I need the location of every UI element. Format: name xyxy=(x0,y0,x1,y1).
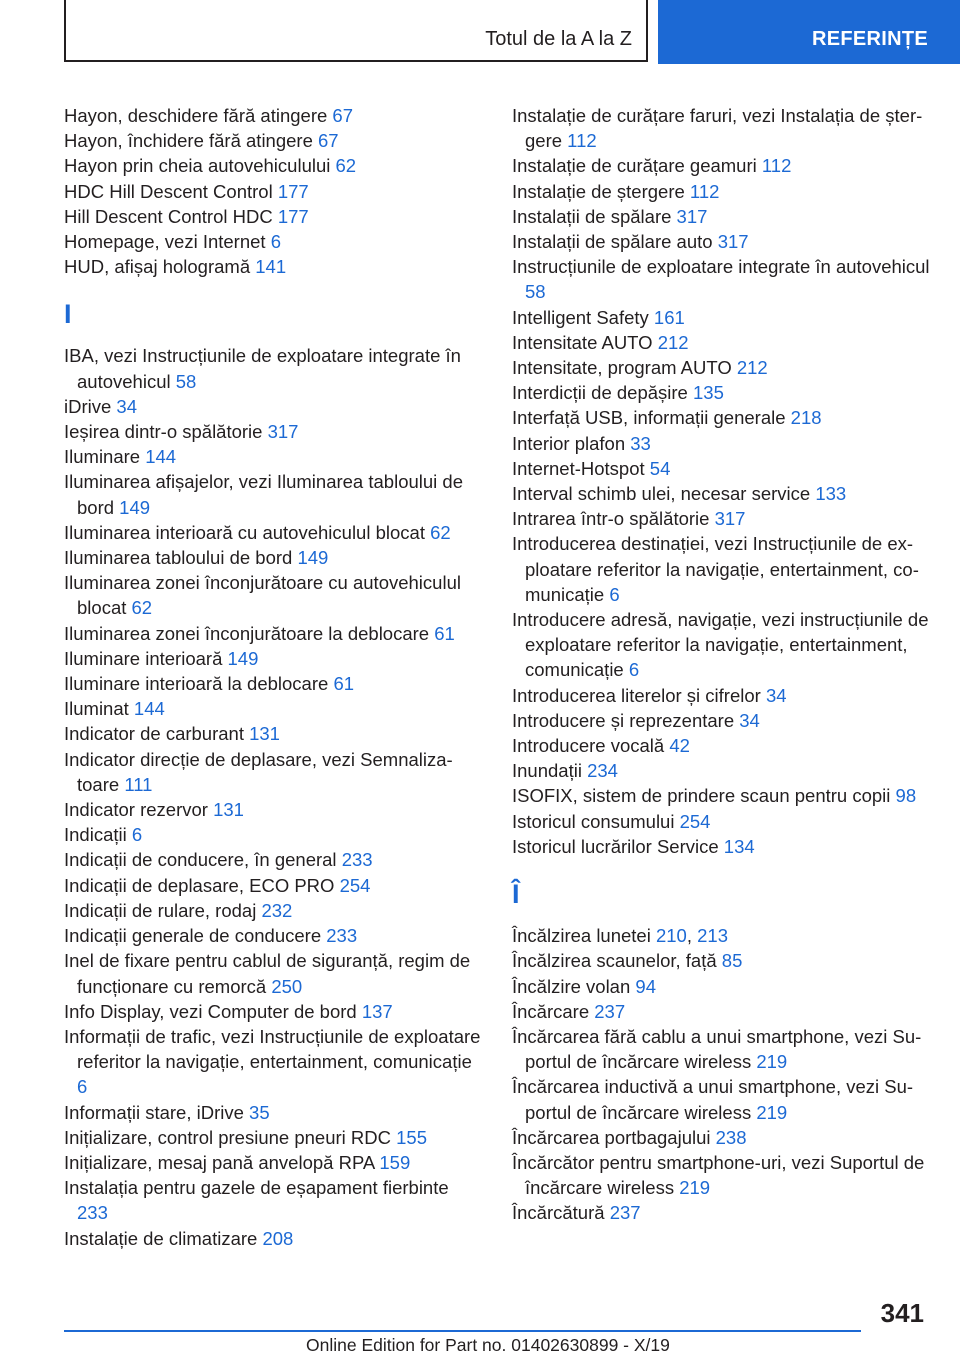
page-ref-link[interactable]: 177 xyxy=(277,205,309,227)
index-entry-text: Indicații generale de conducere xyxy=(64,925,322,947)
index-column-left xyxy=(64,103,484,1251)
page-ref-link[interactable]: 131 xyxy=(213,799,244,821)
index-entry xyxy=(64,570,484,620)
section-title: Totul de la A la Z xyxy=(485,28,632,50)
index-entry xyxy=(64,343,484,393)
index-entry xyxy=(64,646,484,671)
page-ref-link[interactable]: 213 xyxy=(697,925,729,947)
index-entry xyxy=(512,607,932,683)
page-ref-link[interactable]: 141 xyxy=(255,256,287,278)
index-entry xyxy=(64,822,484,847)
index-entry-text: Introducerea literelor și cifrelor xyxy=(512,684,761,706)
index-entry xyxy=(64,254,484,279)
index-entry-text: Hayon prin cheia autovehiculului xyxy=(64,155,331,177)
page-ref-link[interactable]: 317 xyxy=(676,205,708,227)
page-ref-link[interactable]: 6 xyxy=(270,231,281,253)
index-entry xyxy=(512,948,932,973)
index-entry-text: Introducerea destinației, vezi Instrucțiunile de exploatare referitor la navigație, entertainment, comunicație xyxy=(512,533,919,605)
index-entry xyxy=(512,481,932,506)
page-ref-link[interactable]: 62 xyxy=(131,597,153,619)
index-letter-heading: I xyxy=(64,299,72,330)
index-entry xyxy=(512,708,932,733)
page-ref-link[interactable]: 254 xyxy=(679,810,711,832)
index-entry-text: Introducere vocală xyxy=(512,735,665,757)
index-entry-text: Intensitate AUTO xyxy=(512,331,653,353)
index-entry-text: Homepage, vezi Internet xyxy=(64,231,266,253)
page-ref-link[interactable]: 33 xyxy=(630,432,651,454)
index-entry-text: Indicații de conducere, în general xyxy=(64,849,337,871)
index-entry-text: Intelligent Safety xyxy=(512,306,649,328)
page-ref-link[interactable]: 135 xyxy=(693,382,724,404)
page-ref-link[interactable]: 62 xyxy=(430,521,451,543)
page-ref-link[interactable]: 133 xyxy=(815,483,847,505)
page-ref-link[interactable]: 34 xyxy=(116,395,137,417)
index-entry-text: Indicator direcție de deplasare, vezi Semnalizatoare xyxy=(64,748,453,795)
index-entry xyxy=(512,305,932,330)
index-entry-text: Încărcătură xyxy=(512,1202,605,1224)
page-ref-link[interactable]: 98 xyxy=(895,785,917,807)
index-entry xyxy=(64,444,484,469)
index-entry xyxy=(512,456,932,481)
index-entry xyxy=(512,229,932,254)
page-ref-link[interactable]: 161 xyxy=(653,306,685,328)
page-ref-link[interactable]: 237 xyxy=(609,1202,641,1224)
index-entry-text: Interdicții de depășire xyxy=(512,382,688,404)
page-ref-link[interactable]: 237 xyxy=(594,1000,626,1022)
page-ref-link[interactable]: 6 xyxy=(131,824,143,846)
index-entry-text: Iluminat xyxy=(64,698,129,720)
index-entry-text: Instalație de climatizare xyxy=(64,1227,258,1249)
index-entry xyxy=(64,923,484,948)
page-ref-link[interactable]: 234 xyxy=(587,760,618,782)
index-entry xyxy=(512,153,932,178)
index-entry-text: Încălzirea scaunelor, față xyxy=(512,950,717,972)
index-column-right xyxy=(512,103,932,1226)
page-ref-link[interactable]: 94 xyxy=(635,975,656,997)
page-ref-link[interactable]: 67 xyxy=(318,130,339,152)
index-entry xyxy=(64,696,484,721)
page-ref-link[interactable]: 134 xyxy=(723,835,755,857)
index-entry xyxy=(64,394,484,419)
index-entry-text: Ieșirea dintr-o spălătorie xyxy=(64,421,263,443)
index-entry xyxy=(64,128,484,153)
footer-edition: Online Edition for Part no. 01402630899 - X/19 xyxy=(306,1335,670,1355)
page-ref-link[interactable]: 61 xyxy=(434,622,455,644)
index-entry-text: Iluminarea tabloului de bord xyxy=(64,547,293,569)
index-entry xyxy=(64,153,484,178)
page-ref-link[interactable]: 219 xyxy=(756,1051,788,1073)
page-ref-link[interactable]: 67 xyxy=(332,105,353,126)
page-ref-link[interactable]: 149 xyxy=(297,547,329,569)
page-ref-link[interactable]: 149 xyxy=(119,496,151,518)
page-ref-link[interactable]: 317 xyxy=(717,231,749,253)
index-entry xyxy=(64,204,484,229)
index-entry-text: Interfață USB, informații generale xyxy=(512,407,786,429)
index-entry-text: Hayon, deschidere fără atingere xyxy=(64,105,328,126)
index-entry xyxy=(512,380,932,405)
index-entry xyxy=(512,834,932,859)
index-entry-text: Inundații xyxy=(512,760,582,782)
index-entry-text: Încălzire volan xyxy=(512,975,631,997)
page-ref-link[interactable]: 144 xyxy=(145,446,177,468)
index-entry-text: Istoricul lucrărilor Service xyxy=(512,835,719,857)
index-entry xyxy=(64,671,484,696)
page-ref-link[interactable]: 254 xyxy=(339,874,371,896)
index-entry-text: Încărcarea portbagajului xyxy=(512,1126,711,1148)
index-entry-text: Indicații de rulare, rodaj xyxy=(64,899,257,921)
index-entry-text: Hill Descent Control HDC xyxy=(64,205,273,227)
index-entry xyxy=(64,179,484,204)
index-entry-text: Inel de fixare pentru cablul de siguranță, regim de funcționare cu remorcă xyxy=(64,950,471,997)
page-ref-link[interactable]: 238 xyxy=(715,1126,747,1148)
index-entry xyxy=(64,1100,484,1125)
index-entry xyxy=(512,1125,932,1150)
index-entry xyxy=(64,1226,484,1251)
index-entry xyxy=(512,758,932,783)
index-entry xyxy=(512,355,932,380)
page-ref-link[interactable]: 34 xyxy=(739,709,760,731)
index-entry xyxy=(512,683,932,708)
page-ref-link[interactable]: 208 xyxy=(262,1227,294,1249)
index-entry xyxy=(64,797,484,822)
index-entry xyxy=(64,999,484,1024)
index-entry xyxy=(64,621,484,646)
index-entry xyxy=(64,419,484,444)
index-entry xyxy=(64,1125,484,1150)
index-entry-text: Inițializare, control presiune pneuri RDC xyxy=(64,1126,391,1148)
page-ref-link[interactable]: 61 xyxy=(333,673,355,695)
index-entry-text: ISOFIX, sistem de prindere scaun pentru copii xyxy=(512,785,891,807)
page-ref-link[interactable]: 219 xyxy=(679,1177,711,1199)
page-ref-link[interactable]: 111 xyxy=(124,773,153,795)
page-ref-link[interactable]: 34 xyxy=(765,684,787,706)
index-entry xyxy=(512,1150,932,1200)
index-entry xyxy=(512,1074,932,1124)
index-entry-text: Iluminarea interioară cu autovehiculul blocat xyxy=(64,521,425,543)
index-entry-text: Hayon, închidere fără atingere xyxy=(64,130,313,152)
page-ref-link[interactable]: 112 xyxy=(761,155,792,177)
page-ref-link[interactable]: 233 xyxy=(77,1202,108,1224)
page-ref-link[interactable]: 177 xyxy=(277,180,309,202)
page-ref-link[interactable]: 85 xyxy=(721,950,743,972)
index-entry xyxy=(64,1150,484,1175)
index-entry-text: Încărcarea fără cablu a unui smartphone, vezi Suportul de încărcare wireless xyxy=(512,1025,922,1073)
index-entry-text: Iluminarea zonei înconjurătoare la deblocare xyxy=(64,622,430,644)
index-entry-text: Încălzirea lunetei xyxy=(512,925,651,947)
index-entry xyxy=(64,469,484,519)
index-entry-text: Iluminare interioară la deblocare xyxy=(64,673,329,695)
index-entry-text: Instalație de curățare faruri, vezi Instalația de ștergere xyxy=(512,105,923,152)
index-entry xyxy=(512,431,932,456)
index-entry-text: Instalație de curățare geamuri xyxy=(512,155,757,177)
index-entry-text: Interval schimb ulei, necesar service xyxy=(512,483,811,505)
index-entry xyxy=(512,405,932,430)
index-entry xyxy=(64,948,484,998)
index-entry-text: Intrarea într-o spălătorie xyxy=(512,508,710,530)
index-entry xyxy=(512,1024,932,1074)
index-entry xyxy=(512,999,932,1024)
index-entry-text: Informații stare, iDrive xyxy=(64,1101,244,1123)
index-entry-text: IBA, vezi Instrucțiunile de exploatare integrate în autovehicul xyxy=(64,345,461,392)
index-entry xyxy=(64,847,484,872)
index-entry xyxy=(64,747,484,797)
page-ref-link[interactable]: 144 xyxy=(133,698,165,720)
page-ref-link[interactable]: 159 xyxy=(379,1151,411,1173)
page-ref-link[interactable]: 212 xyxy=(736,357,768,379)
index-entry-text: Indicații xyxy=(64,824,127,846)
index-entry xyxy=(512,974,932,999)
index-entry-text: Istoricul consumului xyxy=(512,810,675,832)
page-ref-link[interactable]: 219 xyxy=(756,1101,788,1123)
index-entry-text: Instalații de spălare auto xyxy=(512,231,713,253)
index-entry-text: HDC Hill Descent Control xyxy=(64,180,273,202)
page-ref-link[interactable]: 112 xyxy=(689,180,720,202)
index-entry xyxy=(512,531,932,607)
index-entry: Încălzirea lunetei 210, 213 xyxy=(512,925,729,947)
index-entry-text: Instalația pentru gazele de eșapament fierbinte xyxy=(64,1177,449,1199)
page-ref-link[interactable]: 6 xyxy=(628,659,640,681)
page-ref-link[interactable]: 137 xyxy=(361,1000,393,1022)
page-ref-link[interactable]: 317 xyxy=(714,508,746,530)
index-entry xyxy=(64,898,484,923)
page-number: 341 xyxy=(880,1298,924,1328)
index-entry-text: Indicator de carburant xyxy=(64,723,244,745)
page-ref-link[interactable]: 233 xyxy=(326,925,358,947)
page-ref-link[interactable]: 58 xyxy=(175,370,197,392)
page-ref-link[interactable]: 149 xyxy=(227,647,259,669)
index-entry-text: Intensitate, program AUTO xyxy=(512,357,732,379)
page-ref-link[interactable]: 212 xyxy=(657,331,689,353)
page-ref-link[interactable]: 6 xyxy=(77,1076,88,1098)
page-ref-link[interactable]: 112 xyxy=(567,130,597,152)
index-entry xyxy=(64,229,484,254)
index-entry-text: Iluminare xyxy=(64,446,141,468)
page-ref-link[interactable]: 232 xyxy=(261,899,293,921)
chapter-tab[interactable] xyxy=(658,0,960,64)
index-entry xyxy=(512,506,932,531)
page-ref-link[interactable]: 210 xyxy=(655,925,687,947)
index-entry-text: Încărcător pentru smartphone-uri, vezi Suportul de încărcare wireless xyxy=(512,1151,925,1199)
page-ref-link[interactable]: 58 xyxy=(525,281,546,303)
page-ref-link[interactable]: 218 xyxy=(790,407,822,429)
index-entry-text: Interior plafon xyxy=(512,432,626,454)
index-entry xyxy=(64,520,484,545)
index-entry-text: Inițializare, mesaj pană anvelopă RPA xyxy=(64,1151,375,1173)
index-entry-text: Informații de trafic, vezi Instrucțiunile de exploatare referitor la navigație, entertainment, comunicație xyxy=(64,1025,481,1073)
index-entry-text: Iluminare interioară xyxy=(64,647,223,669)
index-entry-text: Instalații de spălare xyxy=(512,205,672,227)
index-entry xyxy=(64,721,484,746)
index-entry xyxy=(512,809,932,834)
index-entry xyxy=(64,873,484,898)
index-entry xyxy=(64,545,484,570)
page-ref-link[interactable]: 42 xyxy=(669,735,690,757)
index-entry-text: Indicații de deplasare, ECO PRO xyxy=(64,874,335,896)
page-ref-link[interactable]: 35 xyxy=(249,1101,270,1123)
index-entry xyxy=(512,330,932,355)
footer-divider xyxy=(64,1330,861,1332)
page-ref-link[interactable]: 250 xyxy=(271,975,303,997)
page-ref-link[interactable]: 317 xyxy=(267,421,299,443)
index-entry xyxy=(512,733,932,758)
index-entry-text: HUD, afișaj hologramă xyxy=(64,256,251,278)
index-entry xyxy=(512,179,932,204)
index-entry-text: iDrive xyxy=(64,395,112,417)
page-ref-link[interactable]: 6 xyxy=(609,583,620,605)
index-entry xyxy=(64,1175,484,1225)
index-entry-text: Iluminarea afișajelor, vezi Iluminarea tabloului de bord xyxy=(64,471,463,518)
index-entry-text: Introducere adresă, navigație, vezi instrucțiunile de exploatare referitor la navigație, entertainment, comunicație xyxy=(512,609,929,681)
index-entry xyxy=(64,103,484,128)
index-entry xyxy=(512,254,932,304)
index-entry xyxy=(512,103,932,153)
page-ref-link[interactable]: 54 xyxy=(649,457,671,479)
index-entry xyxy=(512,204,932,229)
index-entry xyxy=(512,783,932,808)
index-entry-text: Încărcare xyxy=(512,1000,590,1022)
index-entry-text: Instrucțiunile de exploatare integrate în autovehicul xyxy=(512,256,930,278)
page-ref-link[interactable]: 155 xyxy=(396,1126,427,1148)
index-entry-text: Info Display, vezi Computer de bord xyxy=(64,1000,357,1022)
index-entry-text: Încărcarea inductivă a unui smartphone, vezi Suportul de încărcare wireless xyxy=(512,1076,914,1123)
chapter-tab-label: REFERINȚE xyxy=(811,28,928,50)
index-entry-text: Indicator rezervor xyxy=(64,799,208,821)
index-entry xyxy=(64,1024,484,1100)
index-letter-heading: Î xyxy=(512,879,520,910)
header-section-box xyxy=(64,0,648,62)
page-ref-link[interactable]: 62 xyxy=(335,155,357,177)
index-entry-text: Iluminarea zonei înconjurătoare cu autovehiculul blocat xyxy=(64,572,461,619)
index-entry-text: Instalație de ștergere xyxy=(512,180,685,202)
index-entry xyxy=(512,1200,932,1225)
index-entry-text: Internet-Hotspot xyxy=(512,457,645,479)
page-ref-link[interactable]: 131 xyxy=(249,723,280,745)
page-ref-link[interactable]: 233 xyxy=(341,849,373,871)
index-entry-text: Introducere și reprezentare xyxy=(512,709,735,731)
